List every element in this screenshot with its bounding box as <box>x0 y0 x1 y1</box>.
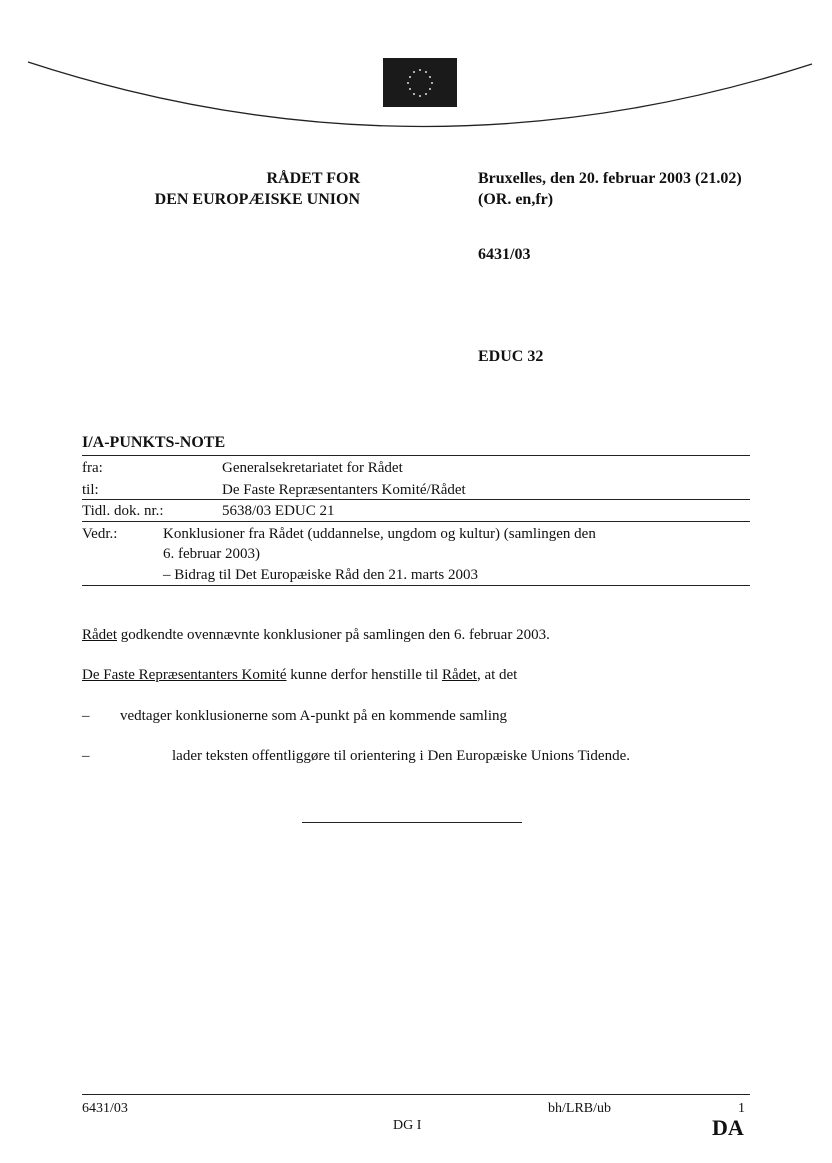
row-value-fra: Generalsekretariatet for Rådet <box>222 460 403 476</box>
note-title: I/A-PUNKTS-NOTE <box>82 434 226 451</box>
row-value-til: De Faste Repræsentanters Komité/Rådet <box>222 482 466 498</box>
council-link: Rådet <box>82 627 117 643</box>
footer-rule <box>82 1094 750 1095</box>
classification-code: EDUC 32 <box>478 348 544 365</box>
row-label-fra: fra: <box>82 460 103 476</box>
bullet-item-2: lader teksten offentliggøre til orientering i Den Europæiske Unions Tidende. <box>172 748 630 764</box>
end-rule <box>302 822 522 823</box>
eu-flag-logo <box>383 58 457 107</box>
subject-line-2: 6. februar 2003) <box>163 546 261 562</box>
date-block <box>478 168 818 210</box>
paragraph-1: Rådet godkendte ovennævnte konklusioner på samlingen den 6. februar 2003. <box>82 627 550 643</box>
council-line-1: RÅDET FOR <box>266 170 360 187</box>
title-rule <box>82 455 750 456</box>
footer-language: DA <box>712 1115 744 1140</box>
original-language: (OR. en,fr) <box>478 191 554 208</box>
row-rule-2 <box>82 521 750 522</box>
footer-dg: DG I <box>393 1118 422 1133</box>
document-number: 6431/03 <box>478 246 531 263</box>
footer-doc-number: 6431/03 <box>82 1101 128 1116</box>
date-line: Bruxelles, den 20. februar 2003 (21.02) <box>478 170 742 187</box>
bullet-dash-1: – <box>82 708 90 724</box>
row-rule-1 <box>82 499 750 500</box>
row-value-prev-doc: 5638/03 EDUC 21 <box>222 503 335 519</box>
eu-stars-icon <box>383 58 457 107</box>
bullet-item-1: vedtager konklusionerne som A-punkt på en kommende samling <box>120 708 508 724</box>
subject-rule <box>82 585 750 586</box>
coreper-link: De Faste Repræsentanters Komité <box>82 667 287 683</box>
row-label-til: til: <box>82 482 99 498</box>
paragraph-2: De Faste Repræsentanters Komité kunne derfor henstille til Rådet, at det <box>82 667 518 683</box>
footer-initials: bh/LRB/ub <box>548 1101 612 1116</box>
subject-line-1: Konklusioner fra Rådet (uddannelse, ungdom og kultur) (samlingen den <box>163 526 596 542</box>
bullet-dash-2: – <box>82 748 90 764</box>
footer-page-number: 1 <box>738 1101 745 1116</box>
council-link-2: Rådet <box>441 667 477 683</box>
council-line-2: DEN EUROPÆISKE UNION <box>154 191 360 208</box>
council-name <box>120 168 360 210</box>
row-label-prev-doc: Tidl. dok. nr.: <box>82 503 164 519</box>
subject-label: Vedr.: <box>82 526 118 542</box>
subject-line-3: – Bidrag til Det Europæiske Råd den 21. marts 2003 <box>163 567 478 583</box>
